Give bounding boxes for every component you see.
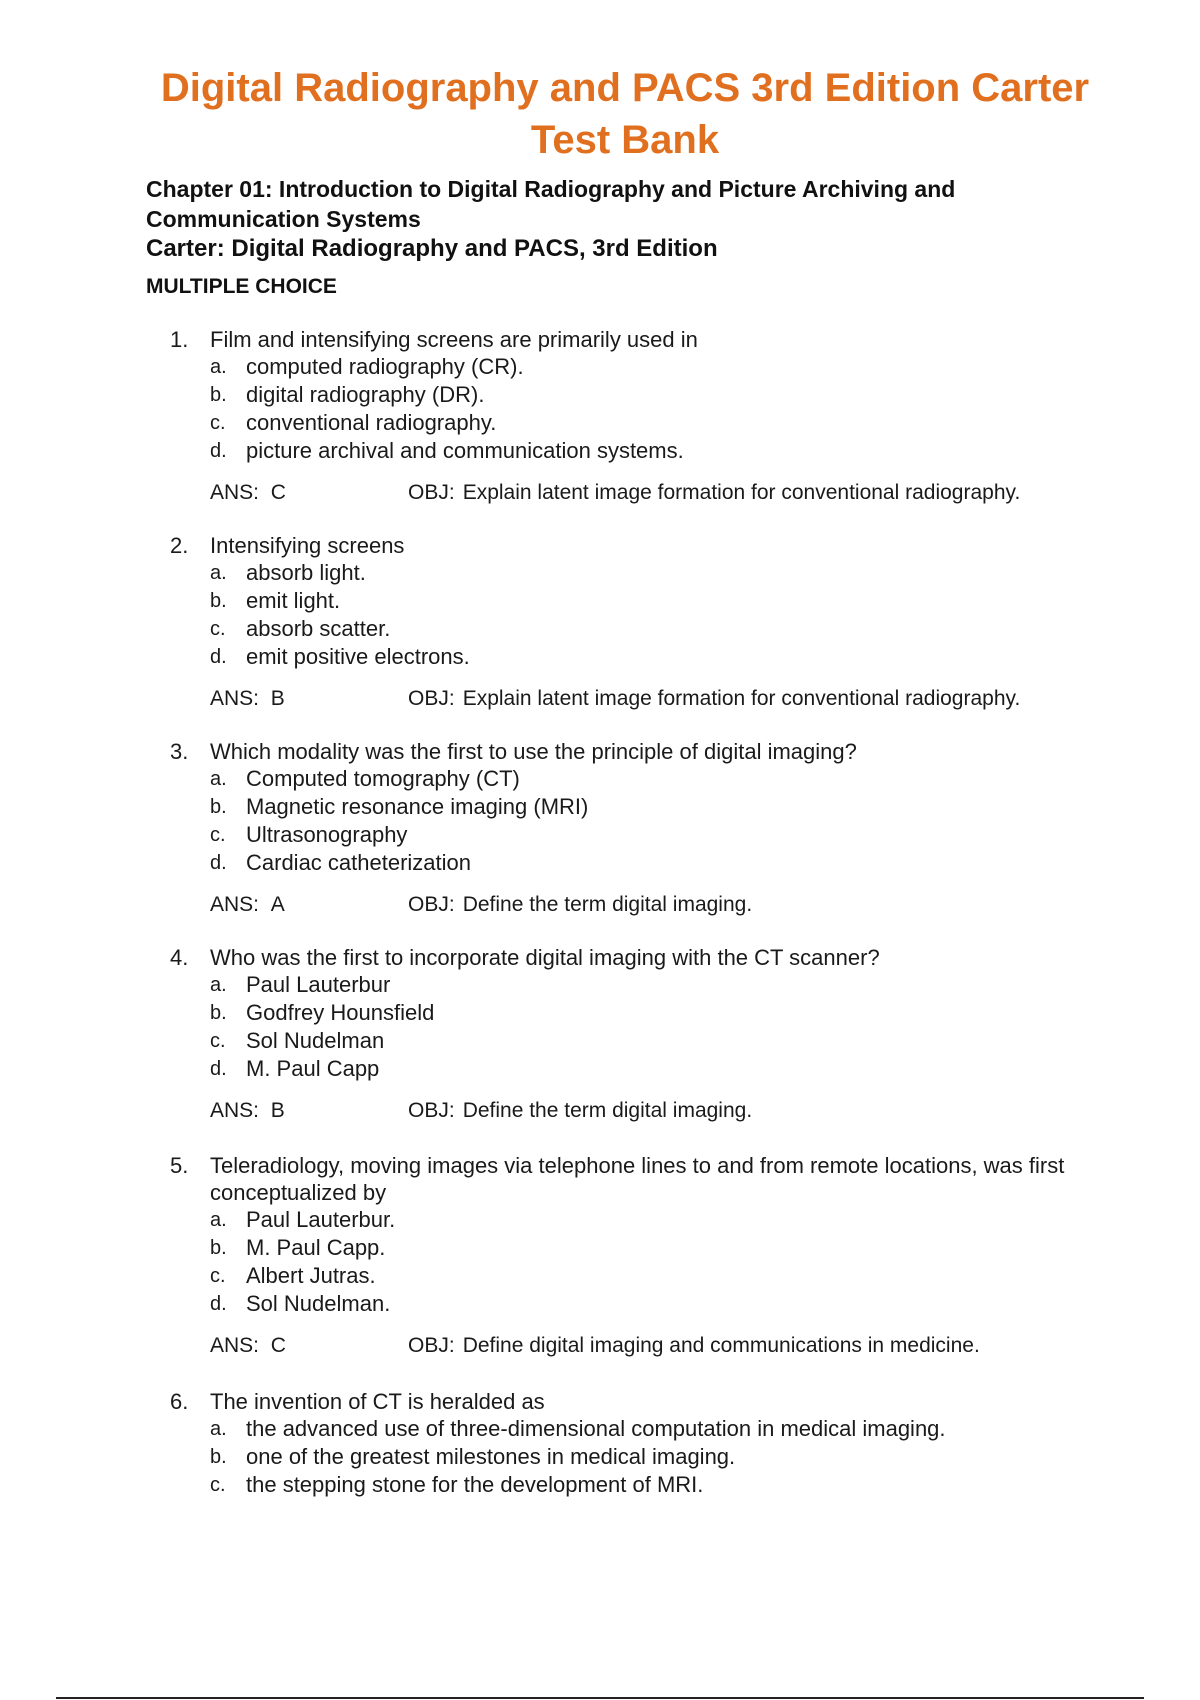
question-number: 6. [170, 1389, 189, 1414]
objective-label: OBJ: [408, 1334, 455, 1357]
objective-text: Explain latent image formation for conventional radiography. [462, 687, 1021, 710]
answer-row [210, 891, 1090, 919]
question-number: 1. [170, 327, 189, 352]
option-letter: c. [210, 824, 226, 846]
answer [210, 479, 286, 507]
option-letter: b. [210, 1446, 227, 1468]
question-number: 4. [170, 945, 189, 970]
question-text: Film and intensifying screens are primarily used in [210, 327, 698, 352]
answer-value: C [270, 481, 286, 504]
option-letter: b. [210, 796, 227, 818]
option-letter: d. [210, 440, 227, 462]
option-c [210, 615, 1090, 643]
question-1 [170, 326, 1090, 507]
option-a [210, 765, 1090, 793]
objective-text: Define digital imaging and communications in medicine. [462, 1334, 980, 1357]
question-number: 3. [170, 739, 189, 764]
option-list [170, 1415, 1090, 1499]
option-letter: a. [210, 562, 227, 584]
option-b [210, 1234, 1090, 1262]
option-d [210, 1290, 1090, 1318]
objective [408, 1097, 752, 1125]
option-c [210, 1262, 1090, 1290]
option-text: M. Paul Capp. [246, 1235, 386, 1260]
question-text: The invention of CT is heralded as [210, 1389, 545, 1414]
question-5 [170, 1152, 1090, 1360]
option-text: Godfrey Hounsfield [246, 1000, 435, 1025]
option-letter: d. [210, 646, 227, 668]
option-text: one of the greatest milestones in medical imaging. [246, 1444, 736, 1469]
answer-value: A [270, 893, 285, 916]
question-stem [170, 738, 1090, 765]
question-6 [170, 1388, 1090, 1499]
option-letter: a. [210, 1418, 227, 1440]
question-number: 2. [170, 533, 189, 558]
objective [408, 1332, 980, 1360]
option-text: picture archival and communication systems. [246, 438, 684, 463]
option-text: Paul Lauterbur. [246, 1207, 396, 1232]
option-text: absorb scatter. [246, 616, 391, 641]
option-d [210, 643, 1090, 671]
question-stem [170, 1388, 1090, 1415]
option-letter: d. [210, 1058, 227, 1080]
option-d [210, 849, 1090, 877]
option-text: Cardiac catheterization [246, 850, 472, 875]
answer-row [210, 479, 1090, 507]
question-4 [170, 944, 1090, 1125]
option-text: Sol Nudelman. [246, 1291, 391, 1316]
option-text: M. Paul Capp [246, 1056, 380, 1081]
option-d [210, 1055, 1090, 1083]
option-text: the advanced use of three-dimensional computation in medical imaging. [246, 1416, 946, 1441]
option-text: digital radiography (DR). [246, 382, 485, 407]
option-text: Sol Nudelman [246, 1028, 385, 1053]
option-text: Magnetic resonance imaging (MRI) [246, 794, 589, 819]
option-a [210, 971, 1090, 999]
option-letter: c. [210, 1265, 226, 1287]
option-letter: c. [210, 1030, 226, 1052]
objective-label: OBJ: [408, 687, 455, 710]
option-text: Computed tomography (CT) [246, 766, 520, 791]
option-text: emit light. [246, 588, 341, 613]
objective [408, 479, 1020, 507]
question-3 [170, 738, 1090, 919]
option-text: the stepping stone for the development of MRI. [246, 1472, 704, 1497]
answer-value: C [270, 1334, 286, 1357]
option-a [210, 1415, 1090, 1443]
question-number: 5. [170, 1153, 189, 1178]
objective-label: OBJ: [408, 893, 455, 916]
option-text: Paul Lauterbur [246, 972, 391, 997]
option-letter: c. [210, 1474, 226, 1496]
option-b [210, 1443, 1090, 1471]
option-list [170, 971, 1090, 1083]
answer [210, 1097, 285, 1125]
option-c [210, 821, 1090, 849]
option-a [210, 353, 1090, 381]
objective-label: OBJ: [408, 1099, 455, 1122]
answer [210, 1332, 286, 1360]
objective-text: Explain latent image formation for conventional radiography. [462, 481, 1021, 504]
option-text: Ultrasonography [246, 822, 408, 847]
option-c [210, 1471, 1090, 1499]
question-stem [170, 1152, 1090, 1206]
objective [408, 891, 752, 919]
option-letter: a. [210, 356, 227, 378]
option-b [210, 999, 1090, 1027]
objective [408, 685, 1020, 713]
option-text: Albert Jutras. [246, 1263, 376, 1288]
answer-label: ANS: [210, 687, 260, 710]
option-letter: b. [210, 1002, 227, 1024]
question-text: Intensifying screens [210, 533, 405, 558]
option-letter: c. [210, 412, 226, 434]
question-2 [170, 532, 1090, 713]
option-b [210, 587, 1090, 615]
option-b [210, 381, 1090, 409]
option-a [210, 1206, 1090, 1234]
answer-label: ANS: [210, 893, 260, 916]
option-letter: b. [210, 590, 227, 612]
option-b [210, 793, 1090, 821]
question-text: Teleradiology, moving images via telephone lines to and from remote locations, was first conceptualized by [210, 1153, 1065, 1205]
option-list [170, 353, 1090, 465]
question-stem [170, 944, 1090, 971]
answer-row [210, 685, 1090, 713]
answer-label: ANS: [210, 481, 260, 504]
answer-value: B [270, 1099, 285, 1122]
option-letter: b. [210, 1237, 227, 1259]
option-text: emit positive electrons. [246, 644, 470, 669]
chapter-heading: Chapter 01: Introduction to Digital Radiography and Picture Archiving and Communication Systems [146, 176, 956, 232]
option-text: absorb light. [246, 560, 366, 585]
option-letter: a. [210, 768, 227, 790]
option-a [210, 559, 1090, 587]
option-letter: b. [210, 384, 227, 406]
answer-label: ANS: [210, 1099, 260, 1122]
question-text: Who was the first to incorporate digital imaging with the CT scanner? [210, 945, 880, 970]
answer-value: B [270, 687, 285, 710]
option-list [170, 559, 1090, 671]
option-letter: c. [210, 618, 226, 640]
answer-row [210, 1332, 1090, 1360]
option-d [210, 437, 1090, 465]
option-letter: d. [210, 1293, 227, 1315]
answer-label: ANS: [210, 1334, 260, 1357]
option-letter: d. [210, 852, 227, 874]
answer [210, 685, 285, 713]
objective-text: Define the term digital imaging. [462, 1099, 753, 1122]
option-letter: a. [210, 1209, 227, 1231]
question-stem [170, 532, 1090, 559]
option-c [210, 409, 1090, 437]
option-text: conventional radiography. [246, 410, 497, 435]
option-list [170, 1206, 1090, 1318]
objective-label: OBJ: [408, 481, 455, 504]
option-text: computed radiography (CR). [246, 354, 524, 379]
page-bottom-rule [56, 1697, 1144, 1699]
answer-row [210, 1097, 1090, 1125]
book-heading: Carter: Digital Radiography and PACS, 3rd Edition [146, 235, 718, 262]
question-text: Which modality was the first to use the principle of digital imaging? [210, 739, 857, 764]
objective-text: Define the term digital imaging. [462, 893, 753, 916]
option-c [210, 1027, 1090, 1055]
section-label: MULTIPLE CHOICE [146, 275, 337, 298]
answer [210, 891, 285, 919]
document-title: Digital Radiography and PACS 3rd Edition Carter Test Bank [160, 66, 1090, 162]
option-list [170, 765, 1090, 877]
option-letter: a. [210, 974, 227, 996]
question-stem [170, 326, 1090, 353]
